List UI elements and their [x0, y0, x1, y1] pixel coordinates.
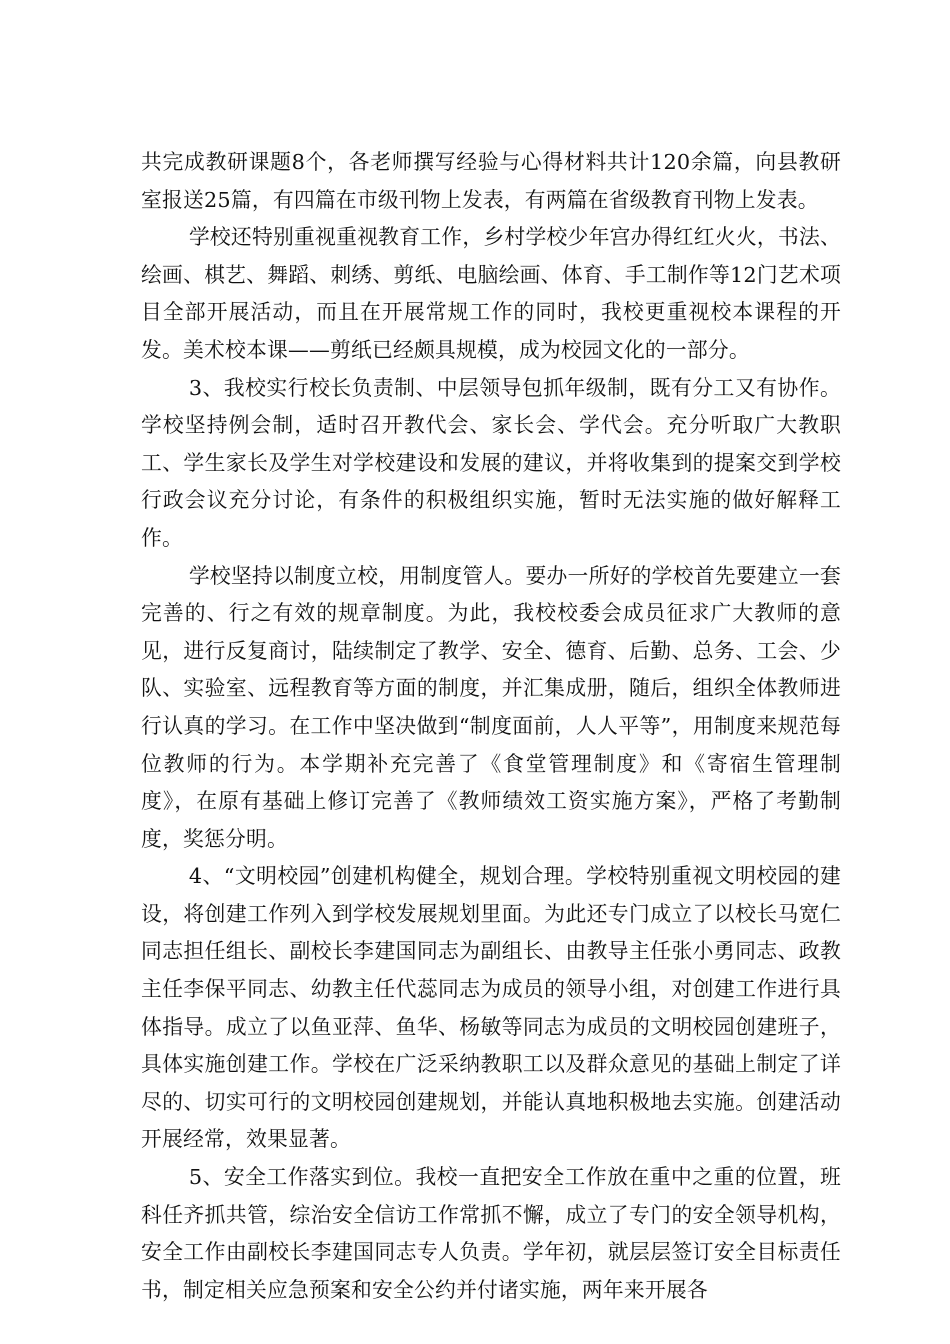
- document-body: [141, 144, 841, 1309]
- paragraph-5-safety: 5、安全工作落实到位。我校一直把安全工作放在重中之重的位置，班科任齐抓共管，综治安全信访工作常抓不懈，成立了专门的安全领导机构，安全工作由副校长李建国同志专人负责。学年初，就层层签订安全目标责任书，制定相关应急预案和安全公约并付诸实施，两年来开展各: [141, 1165, 841, 1302]
- paragraph-3-management: 3、我校实行校长负责制、中层领导包抓年级制，既有分工又有协作。学校坚持例会制，适时召开教代会、家长会、学代会。充分听取广大教职工、学生家长及学生对学校建设和发展的建议，并将收集到的提案交到学校行政会议充分讨论，有条件的积极组织实施，暂时无法实施的做好解释工作。: [141, 375, 841, 550]
- paragraph-continuation: 共完成教研课题8个，各老师撰写经验与心得材料共计120余篇，向县教研室报送25篇，有四篇在市级刊物上发表，有两篇在省级教育刊物上发表。: [141, 150, 841, 212]
- paragraph-arts-education: 学校还特别重视重视教育工作，乡村学校少年宫办得红红火火，书法、绘画、棋艺、舞蹈、刺绣、剪纸、电脑绘画、体育、手工制作等12门艺术项目全部开展活动，而且在开展常规工作的同时，我校更重视校本课程的开发。美术校本课——剪纸已经颇具规模，成为校园文化的一部分。: [141, 225, 841, 362]
- paragraph-4-civilized-campus: 4、“文明校园”创建机构健全，规划合理。学校特别重视文明校园的建设，将创建工作列入到学校发展规划里面。为此还专门成立了以校长马宽仁同志担任组长、副校长李建国同志为副组长、由教导主任张小勇同志、政教主任李保平同志、幼教主任代蕊同志为成员的领导小组，对创建工作进行具体指导。成立了以鱼亚萍、鱼华、杨敏等同志为成员的文明校园创建班子，具体实施创建工作。学校在广泛采纳教职工以及群众意见的基础上制定了详尽的、切实可行的文明校园创建规划，并能认真地积极地去实施。创建活动开展经常，效果显著。: [141, 864, 841, 1152]
- paragraph-rules-system: 学校坚持以制度立校，用制度管人。要办一所好的学校首先要建立一套完善的、行之有效的规章制度。为此，我校校委会成员征求广大教师的意见，进行反复商讨，陆续制定了教学、安全、德育、后勤、总务、工会、少队、实验室、远程教育等方面的制度，并汇集成册，随后，组织全体教师进行认真的学习。在工作中坚决做到“制度面前，人人平等”，用制度来规范每位教师的行为。本学期补充完善了《食堂管理制度》和《寄宿生管理制度》，在原有基础上修订完善了《教师绩效工资实施方案》，严格了考勤制度，奖惩分明。: [141, 563, 841, 851]
